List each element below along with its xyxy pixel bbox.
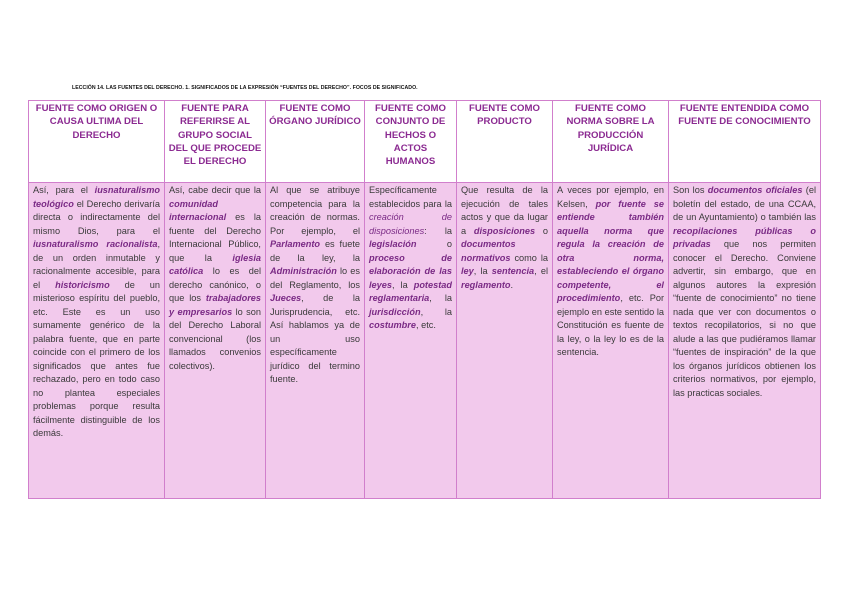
cell-text-run: como la	[510, 252, 548, 263]
cell-text-run: Parlamento	[270, 239, 321, 249]
table-cell	[165, 183, 266, 499]
cell-text-run: : la	[424, 225, 452, 236]
cell-text-run: , la	[420, 306, 452, 317]
cell-text-run: es la fuente del Derecho Internacional Público, que la	[169, 212, 261, 263]
cell-text-run: , de un orden inmutable y racionalmente accesible, para el	[33, 239, 160, 290]
cell-text-run: , de la Jurisprudencia, etc. Así hablamos ya de un uso específicamente jurídico del termino fuente.	[270, 293, 360, 384]
cell-text-run: o	[535, 225, 548, 236]
cell-text-run: ley	[461, 266, 474, 276]
column-header: FUENTE COMO ÓRGANO JURÍDICO	[266, 101, 365, 183]
cell-text-run: proceso de elaboración de las leyes	[369, 252, 452, 290]
cell-text-run: documentos normativos	[461, 239, 516, 263]
table-cell	[266, 183, 365, 499]
sources-of-law-table	[28, 100, 821, 499]
cell-text-run: comunidad internacional	[169, 198, 227, 222]
cell-text-run: creación de disposiciones	[369, 212, 452, 236]
table-cell	[365, 183, 457, 499]
cell-text-run: el Derecho derivaría directa o indirectamente del mismo Dios, para el	[33, 198, 160, 236]
cell-text-run: por fuente se entiende también aquella norma que regula la creación de otra norma, estableciendo el órgano competente, el procedimiento	[557, 198, 665, 303]
cell-text-run: Así, cabe decir que la	[169, 185, 261, 195]
cell-text-run: iusnaturalismo teológico	[33, 185, 160, 209]
table-cell	[29, 183, 165, 499]
cell-text-run: lo son del Derecho Laboral convencional (los llamados convenios colectivos).	[169, 306, 261, 371]
document-title: LECCIÓN 14. LAS FUENTES DEL DERECHO. 1. SIGNIFICADOS DE LA EXPRESIÓN “FUENTES DEL DERECHO”. FOCOS DE SIGNIFICADO.	[72, 85, 418, 91]
cell-text-run: Así, para el	[33, 185, 95, 195]
cell-text-run: legislación	[369, 239, 417, 249]
table-header-row	[29, 101, 821, 183]
cell-text-run: lo es del Reglamento, los	[270, 266, 360, 290]
cell-text-run: (el boletín del estado, de una CCAA, de un Ayuntamiento) o también las	[673, 185, 817, 222]
cell-text-run: Son los	[673, 185, 708, 195]
cell-text-run: Específicamente establecidos para la	[369, 185, 452, 209]
cell-text-run: , etc.	[415, 320, 436, 330]
cell-text-run: Al que se atribuye competencia para la creación de normas. Por ejemplo, el	[270, 185, 360, 236]
cell-text-run: sentencia	[491, 266, 535, 276]
column-header: FUENTE COMO CONJUNTO DE HECHOS O ACTOS HUMANOS	[365, 101, 457, 183]
cell-text-run: .	[510, 279, 514, 290]
cell-text-run: , el	[534, 266, 548, 276]
cell-text-run: jurisdicción	[369, 306, 421, 317]
cell-text-run: documentos oficiales	[707, 185, 803, 195]
cell-text-run: reglamento	[461, 279, 511, 290]
column-header: FUENTE COMO PRODUCTO	[457, 101, 553, 183]
cell-text-run: potestad reglamentaria	[369, 279, 452, 303]
cell-text-run: costumbre	[369, 320, 416, 330]
cell-text-run: que nos permiten conocer el Derecho. Conviene advertir, sin embargo, que en algunos autores la expresión “fuente de conocimiento” no tiene nada que ver con documentos o textos recopilatorios, si no que alude a las que pudiéramos llamar “fuentes de inspiración” de la que los órganos jurídicos obtienen los criterios normativos, por ejemplo, las practicas sociales.	[673, 239, 816, 398]
table-row	[29, 183, 821, 499]
cell-text-run: historicismo	[55, 279, 110, 290]
cell-text-run: , la	[429, 293, 452, 303]
cell-text-run: trabajadores y empresarios	[169, 293, 261, 317]
column-header: FUENTE ENTENDIDA COMO FUENTE DE CONOCIMIENTO	[669, 101, 821, 183]
cell-text-run: o	[416, 239, 452, 249]
cell-text-run: , la	[392, 279, 414, 290]
cell-text-run: disposiciones	[473, 225, 536, 236]
table-cell	[553, 183, 669, 499]
column-header: FUENTE COMO NORMA SOBRE LA PRODUCCIÓN JURÍDICA	[553, 101, 669, 183]
cell-text-run: Jueces	[270, 293, 302, 303]
cell-text-run: de un misterioso espíritu del pueblo, etc. Este es un uso sumamente genérico de la palabra fuente, que en parte coincide con el primero de los significados que antes fue rechazado, pero en todo caso no plantea especiales problemas porque resulta fácilmente distinguible de los demás.	[33, 279, 160, 438]
column-header: FUENTE COMO ORIGEN O CAUSA ULTIMA DEL DERECHO	[29, 101, 165, 183]
column-header: FUENTE PARA REFERIRSE AL GRUPO SOCIAL DEL QUE PROCEDE EL DERECHO	[165, 101, 266, 183]
cell-text-run: iusnaturalismo racionalista	[33, 239, 158, 249]
cell-text-run: lo es del derecho canónico, o que los	[169, 266, 261, 303]
cell-text-run: recopilaciones públicas o privadas	[673, 225, 816, 249]
cell-text-run: , etc. Por ejemplo en este sentido la Constitución es fuente de la ley, o la ley lo es de la sentencia.	[557, 293, 664, 357]
table-cell	[457, 183, 553, 499]
cell-text-run: A veces por ejemplo, en Kelsen,	[557, 185, 664, 209]
cell-text-run: , la	[473, 266, 492, 276]
cell-text-run: iglesia católica	[169, 252, 261, 276]
cell-text-run: es fuete de la ley, la	[270, 239, 360, 263]
cell-text-run: Administración	[270, 266, 337, 276]
table-cell	[669, 183, 821, 499]
cell-text-run: Que resulta de la ejecución de tales actos y que da lugar a	[461, 185, 548, 236]
